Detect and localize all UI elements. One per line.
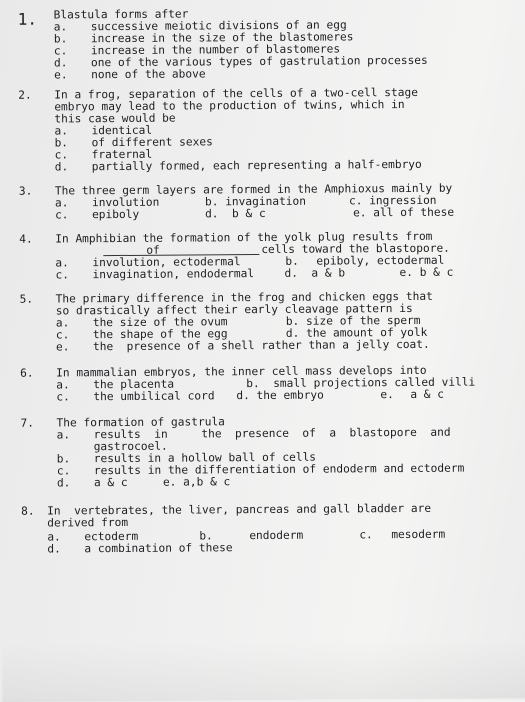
question-stem: cells toward the blastopore.	[261, 241, 450, 257]
option-letter: b.	[285, 254, 299, 268]
option-text: a combination of these	[84, 541, 233, 556]
option-letter: d.	[56, 476, 71, 490]
question-stem: of	[146, 243, 160, 257]
option-letter: e.	[55, 340, 70, 354]
option-letter: e.	[54, 68, 68, 82]
option-text: b. invagination	[204, 194, 307, 209]
option-letter: c.	[55, 328, 70, 342]
option-text: a & c	[410, 387, 445, 401]
option-letter: c.	[53, 44, 68, 58]
question-number: 2.	[18, 88, 32, 102]
question-number: 3.	[18, 184, 33, 198]
option-text: ectoderm	[84, 529, 139, 544]
option-text: of different sexes	[91, 135, 213, 150]
option-letter: c.	[55, 208, 69, 222]
question-stem: so drastically affect their early cleavage pattern is	[55, 301, 413, 318]
question-number: 5.	[19, 292, 34, 306]
option-text: e. a,b & c	[162, 475, 231, 489]
option-text: e. b & c	[399, 265, 454, 280]
question-number: 6.	[20, 366, 34, 380]
question-stem: The three germ layers are formed in the Amphioxus mainly by	[54, 181, 453, 198]
question-stem: embryo may lead to the production of twins, which in	[54, 98, 405, 114]
question-stem: derived from	[47, 515, 129, 530]
option-text: results in a hollow ball of cells	[93, 450, 317, 466]
paper-shadow	[2, 638, 525, 702]
option-letter: a.	[56, 378, 70, 392]
option-text: successive meiotic divisions of an egg	[90, 18, 347, 34]
option-letter: a.	[55, 256, 69, 270]
option-letter: a.	[47, 530, 61, 544]
option-text: results in the differentiation of endoderm and ectoderm	[93, 461, 465, 478]
option-text: identical	[91, 123, 153, 138]
option-letter: a.	[54, 124, 68, 138]
question-number: 4.	[19, 232, 33, 246]
option-text: involution	[91, 195, 160, 210]
option-letter: b.	[56, 452, 71, 466]
option-letter: b.	[199, 529, 213, 543]
option-text: d. the embryo	[236, 388, 324, 403]
option-text: c. ingression	[348, 193, 437, 208]
option-letter: a.	[56, 428, 71, 442]
option-text: fraternal	[91, 147, 153, 162]
option-letter: c.	[55, 268, 70, 282]
question-stem: Blastula forms after	[53, 7, 189, 22]
question-stem: In a frog, separation of the cells of a two-cell stage	[54, 85, 418, 102]
question-number: 1.	[17, 9, 38, 29]
option-text: the presence of a shell rather than a jelly coat.	[92, 337, 430, 354]
option-text: d. the amount of yolk	[285, 325, 428, 340]
option-text: involution, ectodermal	[92, 255, 241, 270]
option-letter: c.	[359, 528, 373, 542]
option-text: invagination, endodermal	[92, 267, 255, 282]
question-stem: The formation of gastrula	[56, 415, 225, 430]
option-text: b. small projections called villi	[246, 375, 476, 391]
option-text: mesoderm	[391, 527, 446, 542]
option-text: d. a & b	[284, 266, 346, 280]
option-text: epiboly, ectodermal	[316, 253, 445, 268]
option-letter: a.	[54, 196, 69, 210]
option-letter: c.	[56, 464, 71, 478]
option-text: one of the various types of gastrulation processes	[90, 53, 428, 70]
question-number: 7.	[20, 416, 35, 430]
option-text: increase in the size of the blastomeres	[90, 30, 354, 46]
option-letter: a.	[55, 316, 70, 330]
option-text: the placenta	[93, 377, 175, 392]
option-letter: e.	[380, 388, 394, 402]
option-text: the umbilical cord	[93, 389, 215, 404]
question-1	[0, 0, 523, 82]
option-text: the size of the ovum	[92, 315, 228, 330]
question-stem: In Amphibian the formation of the yolk plug results from	[55, 229, 433, 246]
option-letter: b.	[53, 32, 68, 46]
option-text: partially formed, each representing a half-embryo	[91, 157, 422, 174]
option-text: the shape of the egg	[92, 327, 228, 342]
option-letter: d.	[53, 56, 68, 70]
question-stem: In mammalian embryos, the inner cell mass develops into	[56, 363, 427, 380]
question-stem: this case would be	[54, 111, 176, 126]
option-letter: c.	[56, 390, 70, 404]
option-letter: c.	[54, 148, 69, 162]
option-text: e. all of these	[352, 205, 455, 220]
question-stem: The primary difference in the frog and chicken eggs that	[55, 289, 433, 306]
option-letter: d.	[47, 542, 61, 556]
option-letter: b.	[54, 136, 69, 150]
option-letter: a.	[53, 20, 68, 34]
option-text: gastrocoel.	[93, 439, 168, 454]
option-text: epiboly	[92, 207, 140, 222]
option-text: endoderm	[249, 528, 304, 543]
option-text: d. b & c	[205, 206, 266, 221]
option-text: results in the presence of a blastopore and	[93, 425, 451, 442]
question-stem: In vertebrates, the liver, pancreas and gall bladder are	[47, 501, 432, 518]
question-number: 8.	[21, 504, 35, 518]
option-text: increase in the number of blastomeres	[90, 42, 341, 58]
option-letter: d.	[54, 160, 69, 174]
option-text: a & c	[93, 475, 128, 490]
option-text: none of the above	[91, 67, 206, 82]
option-text: b. size of the sperm	[285, 313, 421, 328]
